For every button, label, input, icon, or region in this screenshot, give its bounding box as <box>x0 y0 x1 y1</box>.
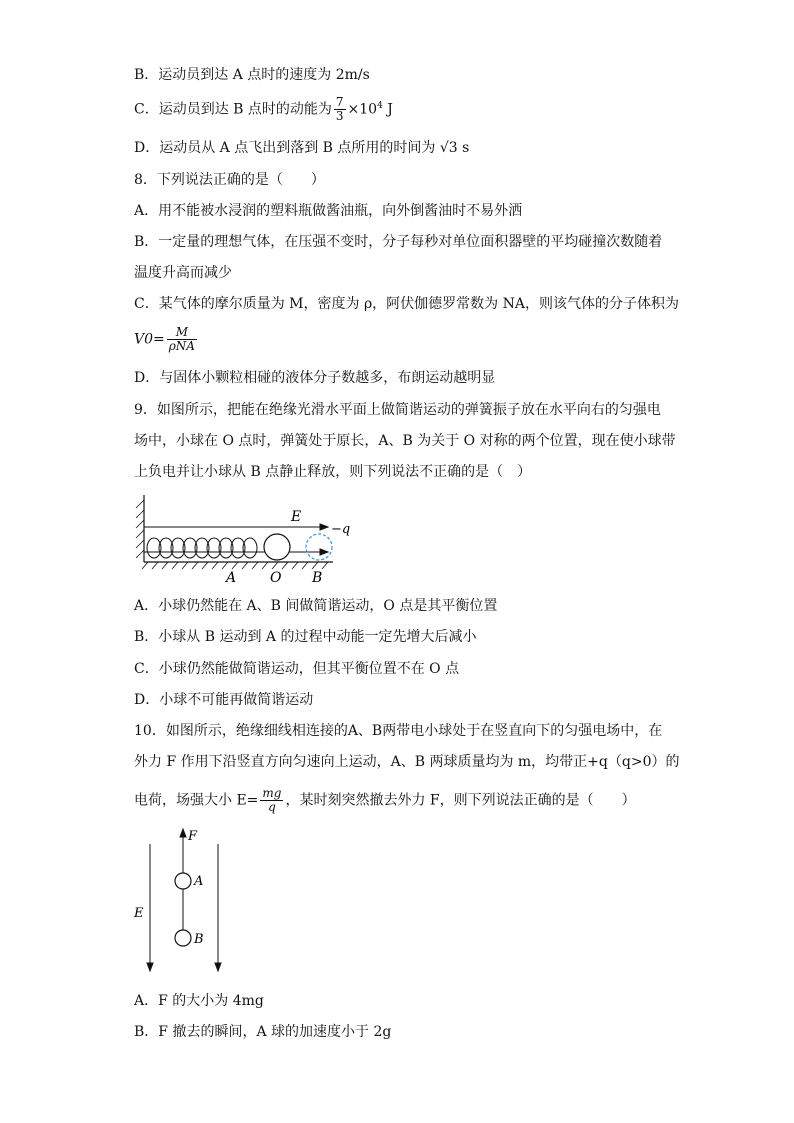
q8-option-c-line1: C．某气体的摩尔质量为 M，密度为 ρ，阿伏伽德罗常数为 NA，则该气体的分子体积为 <box>134 296 679 312</box>
q7-option-c: C．运动员到达 B 点时的动能为 $\frac{7}{3}$ $\times 10^4$ J <box>134 95 393 124</box>
label-o: O <box>270 570 282 585</box>
q8-option-a: A．用不能被水浸润的塑料瓶做酱油瓶，向外倒酱油时不易外洒 <box>134 203 523 219</box>
q10-stem-line2: 外力 F 作用下沿竖直方向匀速向上运动，A、B 两球质量均为 m，均带正+q（q>0）的 <box>134 754 680 770</box>
q9-stem-line2: 场中，小球在 O 点时，弹簧处于原长，A、B 为关于 O 对称的两个位置，现在使小球带 <box>134 433 676 449</box>
spring <box>147 538 257 558</box>
label-e: E <box>291 509 302 525</box>
sqrt3: √3 <box>439 140 458 156</box>
q8-stem: 8．下列说法正确的是（ ） <box>134 172 325 188</box>
q8-option-c-line2: V0= $\frac{M}{\text{ρNA}}$ <box>134 325 195 353</box>
q9-stem-line1: 9．如图所示，把能在绝缘光滑水平面上做简谐运动的弹簧振子放在水平向右的匀强电 <box>134 402 661 418</box>
q8-option-b-line2: 温度升高而减少 <box>134 265 232 281</box>
q10-option-a: A．F 的大小为 4mg <box>134 993 264 1009</box>
label-b: B <box>312 570 323 585</box>
ball-b <box>175 930 191 946</box>
q9-stem-line3: 上负电并让小球从 B 点静止释放，则下列说法不正确的是（ ） <box>134 464 532 480</box>
label-f: F <box>188 829 198 844</box>
spring-oscillator-figure <box>128 490 368 585</box>
charged-balls-figure <box>128 826 238 976</box>
q7-option-b: B．运动员到达 A 点时的速度为 2m/s <box>134 67 370 83</box>
q10-stem-line3: 电荷，场强大小 E= $\frac{mg}{q}$ ，某时刻突然撤去外力 F，则下列说法正确的是（ ） <box>134 786 636 814</box>
q10-field-fraction: $\frac{mg}{q}$ <box>262 786 282 814</box>
q8-option-b-line1: B．一定量的理想气体，在压强不变时，分子每秒对单位面积器壁的平均碰撞次数随着 <box>134 234 663 250</box>
q7-option-c-fraction: $\frac{7}{3}$ <box>335 95 344 124</box>
label-a: A <box>226 570 237 585</box>
q10-option-b: B．F 撤去的瞬间，A 球的加速度小于 2g <box>134 1024 392 1040</box>
label-b: B <box>194 932 204 947</box>
q9-option-b: B．小球从 B 运动到 A 的过程中动能一定先增大后减小 <box>134 629 477 645</box>
q10-stem-line1: 10．如图所示，绝缘细线相连接的A、B两带电小球处于在竖直向下的匀强电场中，在 <box>134 723 663 739</box>
q9-option-a: A．小球仍然能在 A、B 间做简谐运动，O 点是其平衡位置 <box>134 598 498 614</box>
q8-volume-fraction: $\frac{M}{\text{ρNA}}$ <box>168 325 195 353</box>
q7-option-c-text: C．运动员到达 B 点时的动能为 <box>134 101 332 118</box>
ball-a <box>175 873 191 889</box>
force-arrow <box>180 829 186 874</box>
label-charge: −q <box>331 522 351 537</box>
label-a: A <box>194 874 204 889</box>
q8-option-d: D．与固体小颗粒相碰的液体分子数越多，布朗运动越明显 <box>134 370 496 386</box>
ball-at-o <box>264 534 290 560</box>
q9-option-d: D．小球不可能再做简谐运动 <box>134 692 314 708</box>
label-e: E <box>134 906 144 921</box>
q9-option-c: C．小球仍然能做简谐运动，但其平衡位置不在 O 点 <box>134 661 460 677</box>
ball-at-b <box>306 534 332 560</box>
q7-option-d: D．运动员从 A 点飞出到落到 B 点所用的时间为 √3 s <box>134 140 470 156</box>
